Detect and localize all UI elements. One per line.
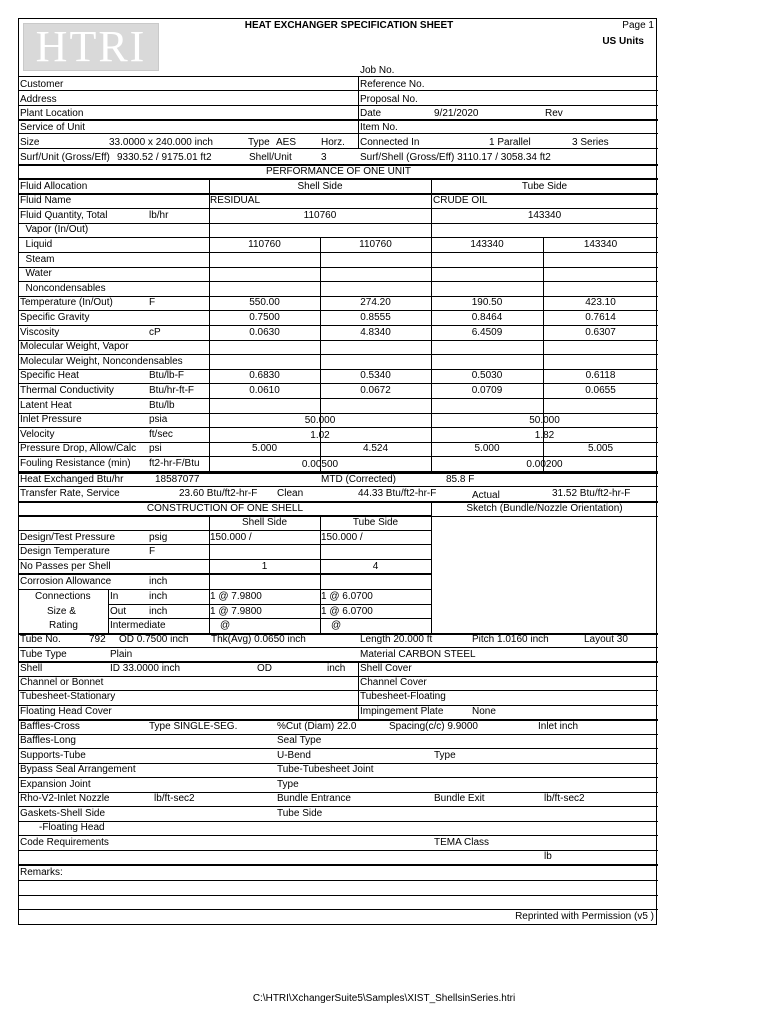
perf-specific-gravity-value: 0.7500 xyxy=(249,311,280,323)
perf-pressure-drop-value: 5.005 xyxy=(587,443,614,455)
perf-row-unit: lb/hr xyxy=(149,209,169,221)
conn-out-unit: inch xyxy=(149,606,168,617)
perf-row-unit: cP xyxy=(149,326,161,338)
perf-row-divider xyxy=(19,413,658,414)
surf-shell: Surf/Shell (Gross/Eff) 3110.17 / 3058.34 ft2 xyxy=(360,152,551,163)
tema-class-label: TEMA Class xyxy=(434,837,490,848)
floating-head-cover-label: Floating Head Cover xyxy=(20,706,112,717)
units-label: US Units xyxy=(602,36,644,47)
perf-row-unit: Btu/lb-F xyxy=(149,370,185,382)
orientation: Horz. xyxy=(321,137,345,148)
tube-type-label: Tube Type xyxy=(20,649,67,660)
construction-tube-side: Tube Side xyxy=(352,517,399,528)
weight-unit: lb xyxy=(544,851,552,862)
reprinted-notice: Reprinted with Permission (v5 ) xyxy=(515,911,654,922)
perf-viscosity-value: 0.0630 xyxy=(249,326,280,338)
page-number: Page 1 xyxy=(622,20,654,31)
baffles-cut: %Cut (Diam) 22.0 xyxy=(277,721,357,732)
perf-row-unit: ft/sec xyxy=(149,428,173,440)
tube-tubesheet-joint-label: Tube-Tubesheet Joint xyxy=(277,764,374,775)
expansion-joint-label: Expansion Joint xyxy=(20,779,91,790)
perf-row-divider xyxy=(19,194,658,195)
perf-thermal-conductivity-value: 0.0655 xyxy=(585,384,616,396)
perf-row-label: Viscosity xyxy=(20,326,60,338)
perf-row-label: Noncondensables xyxy=(20,282,106,294)
tube-thickness: Thk(Avg) 0.0650 inch xyxy=(211,634,306,645)
baffles-cross-type: Type SINGLE-SEG. xyxy=(149,721,238,732)
shell-od: OD xyxy=(257,663,272,674)
rho-v2-unit: lb/ft-sec2 xyxy=(154,793,195,804)
impingement-plate-value: None xyxy=(472,706,496,717)
perf-row-unit: Btu/hr-ft-F xyxy=(149,384,195,396)
transfer-rate-label: Transfer Rate, Service xyxy=(20,488,120,499)
u-bend-label: U-Bend xyxy=(277,750,311,761)
passes-shell: 1 xyxy=(261,561,268,572)
heat-exchanged-value: 18587077 xyxy=(155,474,200,485)
shell-unit-value: 3 xyxy=(321,152,327,163)
service-of-unit-label: Service of Unit xyxy=(20,122,86,133)
htri-logo: HTRI xyxy=(23,23,159,71)
perf-col-divider xyxy=(209,179,210,471)
size-value: 33.0000 x 240.000 inch xyxy=(109,137,213,148)
perf-temperature-value: 550.00 xyxy=(249,297,280,309)
perf-liquid-value: 110760 xyxy=(248,238,281,250)
passes-label: No Passes per Shell xyxy=(20,561,111,572)
sketch-title: Sketch (Bundle/Nozzle Orientation) xyxy=(466,503,623,514)
perf-viscosity-value: 0.6307 xyxy=(585,326,616,338)
shell-od-unit: inch xyxy=(327,663,346,674)
perf-liquid-value: 143340 xyxy=(583,238,618,250)
surf-unit-label: Surf/Unit (Gross/Eff) xyxy=(20,152,110,163)
baffles-cross-label: Baffles-Cross xyxy=(20,721,80,732)
conn-out-shell: 1 @ 7.9800 xyxy=(210,606,262,617)
tubesheet-floating-label: Tubesheet-Floating xyxy=(360,691,446,702)
bypass-seal-label: Bypass Seal Arrangement xyxy=(20,764,136,775)
tube-layout: Layout 30 xyxy=(584,634,628,645)
supports-type-label: Type xyxy=(434,750,456,761)
perf-row-divider xyxy=(19,427,658,428)
perf-col-divider xyxy=(431,179,432,471)
rev-label: Rev xyxy=(545,108,563,119)
perf-specific-heat-value: 0.6830 xyxy=(249,370,280,382)
perf-specific-heat-value: 0.6118 xyxy=(585,370,616,382)
perf-liquid-value: 110760 xyxy=(359,238,392,250)
channel-bonnet-label: Channel or Bonnet xyxy=(20,677,104,688)
conn-out-tube: 1 @ 6.0700 xyxy=(321,606,373,617)
actual-label: Actual xyxy=(472,490,500,501)
transfer-rate-service: 23.60 Btu/ft2-hr-F xyxy=(179,488,258,499)
perf-row-unit: ft2-hr-F/Btu xyxy=(149,457,200,469)
perf-row-label: Specific Heat xyxy=(20,370,79,382)
design-test-pressure-tube: 150.000 / xyxy=(321,532,363,543)
tube-inlet-pressure: 50.000 xyxy=(529,415,560,426)
performance-title: PERFORMANCE OF ONE UNIT xyxy=(265,166,411,177)
size-label: Size xyxy=(20,137,40,148)
perf-row-unit: F xyxy=(149,297,156,309)
rho-v2-label: Rho-V2-Inlet Nozzle xyxy=(20,793,110,804)
perf-row-label: Inlet Pressure xyxy=(20,414,82,426)
perf-row-label: Fluid Allocation xyxy=(20,180,88,192)
perf-temperature-value: 274.20 xyxy=(360,297,391,309)
date-value: 9/21/2020 xyxy=(434,108,479,119)
perf-viscosity-value: 4.8340 xyxy=(360,326,391,338)
file-path-footer: C:\HTRI\XchangerSuite5\Samples\XIST_ShellsinSeries.htri xyxy=(252,993,516,1004)
seal-type-label: Seal Type xyxy=(277,735,322,746)
shell-velocity: 1.02 xyxy=(310,430,330,441)
design-test-pressure-label: Design/Test Pressure xyxy=(20,532,116,543)
perf-row-label: Molecular Weight, Noncondensables xyxy=(20,355,183,367)
perf-row-divider xyxy=(19,223,658,224)
shell-fluid-name: RESIDUAL xyxy=(210,195,261,206)
perf-thermal-conductivity-value: 0.0709 xyxy=(471,384,503,396)
perf-row-label: Thermal Conductivity xyxy=(20,384,114,396)
perf-specific-heat-value: 0.5340 xyxy=(360,370,391,382)
perf-row-label: Fluid Name xyxy=(20,195,72,207)
perf-row-divider xyxy=(19,398,658,399)
code-requirements-label: Code Requirements xyxy=(20,837,109,848)
tube-velocity: 1.82 xyxy=(534,430,555,441)
construction-shell-side: Shell Side xyxy=(241,517,288,528)
tube-no-label: Tube No. xyxy=(20,634,61,645)
bundle-exit-unit: lb/ft-sec2 xyxy=(544,793,585,804)
connections-label: Connections xyxy=(35,591,91,602)
shell-side-heading: Shell Side xyxy=(297,181,343,192)
customer-label: Customer xyxy=(20,79,64,90)
tubesheet-stationary-label: Tubesheet-Stationary xyxy=(20,691,116,702)
perf-thermal-conductivity-value: 0.0610 xyxy=(249,384,280,396)
tube-side-heading: Tube Side xyxy=(521,181,568,192)
date-label: Date xyxy=(360,108,382,119)
type-label: Type xyxy=(248,137,270,148)
bundle-exit-label: Bundle Exit xyxy=(434,793,485,804)
baffles-inlet: Inlet inch xyxy=(538,721,579,732)
tube-type-value: Plain xyxy=(110,649,133,660)
perf-row-divider xyxy=(19,252,658,253)
perf-row-unit: psia xyxy=(149,414,168,426)
perf-specific-gravity-value: 0.8555 xyxy=(360,311,391,323)
tube-no-value: 792 xyxy=(89,634,106,645)
floating-head-label: -Floating Head xyxy=(39,822,105,833)
reference-no-label: Reference No. xyxy=(360,79,425,90)
tube-fluid-name: CRUDE OIL xyxy=(433,195,488,206)
perf-row-unit: psi xyxy=(149,443,162,455)
perf-row-divider xyxy=(19,267,658,268)
perf-row-label: Latent Heat xyxy=(20,399,72,411)
tube-pitch: Pitch 1.0160 inch xyxy=(472,634,549,645)
conn-intermediate-tube: @ xyxy=(331,620,342,631)
shell-cover-label: Shell Cover xyxy=(360,663,412,674)
conn-intermediate-shell: @ xyxy=(220,620,231,631)
perf-row-label: Molecular Weight, Vapor xyxy=(20,341,129,353)
design-test-pressure-shell: 150.000 / xyxy=(210,532,252,543)
shell-unit-label: Shell/Unit xyxy=(249,152,292,163)
shell-label: Shell xyxy=(20,663,43,674)
clean-label: Clean xyxy=(277,488,304,499)
conn-out-label: Out xyxy=(110,606,127,617)
conn-in-unit: inch xyxy=(149,591,168,602)
perf-viscosity-value: 6.4509 xyxy=(471,326,503,338)
shell-inlet-pressure: 50.000 xyxy=(304,415,336,426)
expansion-type-label: Type xyxy=(277,779,299,790)
job-no-label: Job No. xyxy=(360,65,395,76)
heat-exchanged-label: Heat Exchanged Btu/hr xyxy=(20,474,124,485)
proposal-no-label: Proposal No. xyxy=(360,94,418,105)
conn-in-label: In xyxy=(110,591,119,602)
perf-temperature-value: 423.10 xyxy=(585,297,616,309)
clean-value: 44.33 Btu/ft2-hr-F xyxy=(358,488,437,499)
baffles-long-label: Baffles-Long xyxy=(20,735,76,746)
supports-tube-label: Supports-Tube xyxy=(20,750,86,761)
baffles-spacing: Spacing(c/c) 9.9000 xyxy=(389,721,478,732)
tube-length: Length 20.000 ft xyxy=(360,634,433,645)
gaskets-shell-label: Gaskets-Shell Side xyxy=(20,808,106,819)
perf-row-label: Steam xyxy=(20,253,55,265)
mtd-label: MTD (Corrected) xyxy=(321,474,397,485)
item-no-label: Item No. xyxy=(360,122,398,133)
passes-tube: 4 xyxy=(372,561,379,572)
perf-row-label: Specific Gravity xyxy=(20,311,90,323)
address-label: Address xyxy=(20,94,57,105)
design-test-pressure-unit: psig xyxy=(149,532,168,543)
series-count: 3 Series xyxy=(572,137,609,148)
conn-in-shell: 1 @ 7.9800 xyxy=(210,591,262,602)
channel-cover-label: Channel Cover xyxy=(360,677,427,688)
tube-material: Material CARBON STEEL xyxy=(360,649,476,660)
perf-row-divider xyxy=(19,281,658,282)
perf-pressure-drop-value: 5.000 xyxy=(251,443,278,455)
sheet-title: HEAT EXCHANGER SPECIFICATION SHEET xyxy=(244,20,454,31)
spec-sheet xyxy=(18,18,657,925)
remarks-label: Remarks: xyxy=(20,867,63,878)
construction-title: CONSTRUCTION OF ONE SHELL xyxy=(146,503,304,514)
shell-id: ID 33.0000 inch xyxy=(110,663,181,674)
perf-row-unit: Btu/lb xyxy=(149,399,175,411)
plant-location-label: Plant Location xyxy=(20,108,84,119)
parallel-count: 1 Parallel xyxy=(489,137,531,148)
conn-in-tube: 1 @ 6.0700 xyxy=(321,591,373,602)
tube-od: OD 0.7500 inch xyxy=(119,634,189,645)
perf-row-label: Fouling Resistance (min) xyxy=(20,457,131,469)
connected-in-label: Connected In xyxy=(360,137,420,148)
corrosion-unit: inch xyxy=(149,576,168,587)
perf-specific-gravity-value: 0.7614 xyxy=(585,311,616,323)
perf-row-label: Vapor (In/Out) xyxy=(20,224,89,236)
surf-unit-value: 9330.52 / 9175.01 ft2 xyxy=(117,152,212,163)
perf-row-label: Pressure Drop, Allow/Calc xyxy=(20,443,137,455)
perf-pressure-drop-value: 4.524 xyxy=(362,443,389,455)
perf-liquid-value: 143340 xyxy=(470,238,504,250)
actual-value: 31.52 Btu/ft2-hr-F xyxy=(552,488,631,499)
perf-row-label: Temperature (In/Out) xyxy=(20,297,113,309)
corrosion-label: Corrosion Allowance xyxy=(20,576,112,587)
design-temperature-unit: F xyxy=(149,546,156,557)
rating-label: Rating xyxy=(49,620,78,631)
perf-row-label: Velocity xyxy=(20,428,55,440)
perf-specific-gravity-value: 0.8464 xyxy=(471,311,503,323)
tube-fouling: 0.00200 xyxy=(526,459,563,470)
perf-temperature-value: 190.50 xyxy=(471,297,503,309)
design-temperature-label: Design Temperature xyxy=(20,546,110,557)
perf-row-label: Water xyxy=(20,268,52,280)
impingement-plate-label: Impingement Plate xyxy=(360,706,444,717)
size-and-label: Size & xyxy=(47,606,76,617)
type-value: AES xyxy=(276,137,297,148)
perf-row-label: Fluid Quantity, Total xyxy=(20,209,108,221)
perf-row-label: Liquid xyxy=(20,238,53,250)
mtd-value: 85.8 F xyxy=(446,474,475,485)
conn-intermediate-label: Intermediate xyxy=(110,620,166,631)
perf-pressure-drop-value: 5.000 xyxy=(474,443,500,455)
shell-fouling: 0.00500 xyxy=(301,459,339,470)
tube-fluid-quantity: 143340 xyxy=(527,210,562,221)
shell-fluid-quantity: 110760 xyxy=(303,210,337,221)
bundle-entrance-label: Bundle Entrance xyxy=(277,793,351,804)
perf-thermal-conductivity-value: 0.0672 xyxy=(360,384,391,396)
perf-specific-heat-value: 0.5030 xyxy=(471,370,503,382)
gaskets-tube-label: Tube Side xyxy=(277,808,323,819)
